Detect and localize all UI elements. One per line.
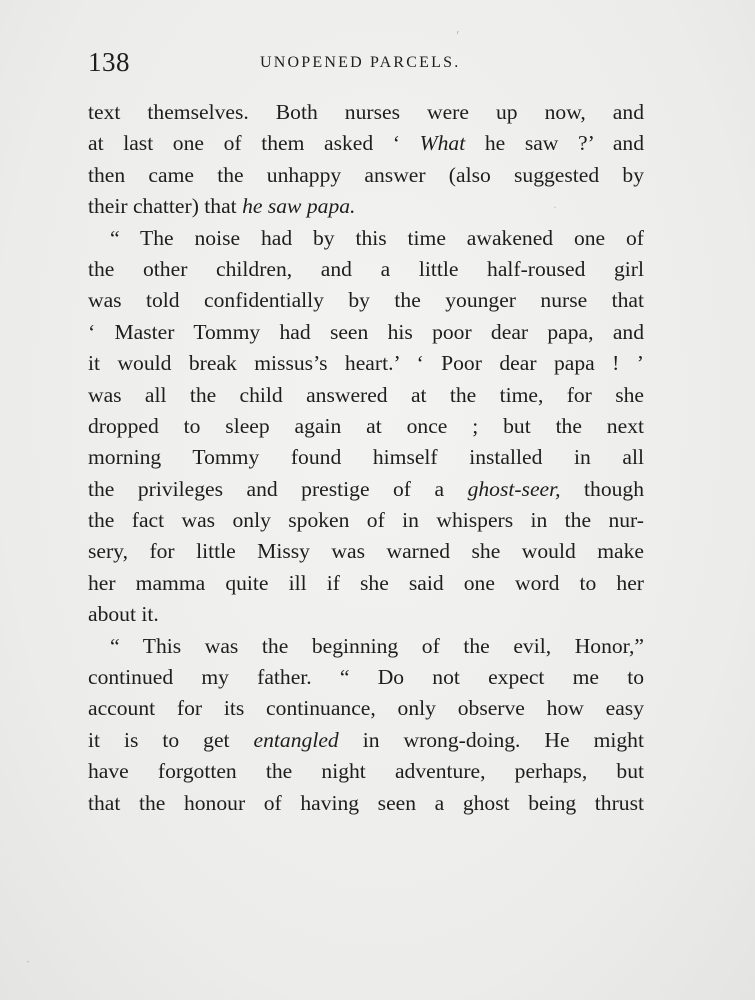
text-run: at last one of them asked ‘ [88,131,420,156]
text-line [88,756,644,787]
text-run: then came the unhappy answer (also suggested by [88,162,644,187]
text-line [88,160,644,191]
text-line [88,693,644,724]
text-line [88,442,644,473]
text-line [88,568,644,599]
text-line [88,317,644,348]
text-run: though [560,476,645,501]
text-run: it would break missus’s heart.’ ‘ Poor dear papa ! ’ [88,351,644,376]
text-run: the privileges and prestige of a [88,476,468,501]
text-line [88,254,644,285]
text-run: he saw ?’ and [465,131,644,156]
text-run: was told confidentially by the younger nurse that [88,288,644,313]
text-line [88,348,644,379]
text-line [88,788,644,819]
text-run: it is to get [88,727,254,752]
paper-speck: · [26,955,30,969]
text-run: text themselves. Both nurses were up now, and [88,100,644,124]
text-run: ‘ Master Tommy had seen his poor dear papa, and [88,319,644,344]
text-line [88,536,644,567]
text-line [88,599,644,630]
text-run: their chatter) that [88,194,243,219]
text-line [88,474,644,505]
text-run: the other children, and a little half-roused girl [88,256,644,281]
running-title: UNOPENED PARCELS. [260,54,461,71]
paper-speck: ʹ [456,30,460,44]
text-line [88,505,644,536]
text-line [88,411,644,442]
text-line [88,631,644,662]
text-line [88,380,644,411]
italic-text: he saw papa. [242,194,356,219]
text-run: was all the child answered at the time, for she [88,382,644,407]
text-run: account for its continuance, only observe how easy [88,696,644,721]
text-line [88,223,644,254]
text-run: her mamma quite ill if she said one word to her [88,570,644,595]
text-run: in wrong-doing. He might [338,727,644,752]
italic-text: ghost-seer, [467,476,561,501]
body-text [88,97,644,819]
text-line [88,97,644,128]
text-run: morning Tommy found himself installed in all [88,445,644,470]
text-run: continued my father. “ Do not expect me to [88,665,644,690]
text-run: “ This was the beginning of the evil, Honor,” [110,633,644,658]
text-run: the fact was only spoken of in whispers in the nur- [88,508,644,533]
page-number: 138 [88,47,130,77]
text-run: that the honour of having seen a ghost being thrust [88,790,644,815]
text-line [88,191,644,222]
text-run: have forgotten the night adventure, perhaps, but [88,759,644,784]
text-line [88,285,644,316]
italic-text: entangled [253,727,339,752]
text-run: sery, for little Missy was warned she would make [88,539,644,564]
paper-speck: ˙ [552,205,558,219]
text-line [88,662,644,693]
text-run: dropped to sleep again at once ; but the next [88,413,644,438]
text-line [88,128,644,159]
italic-text: What [419,131,466,156]
text-run: “ The noise had by this time awakened one of [110,225,644,250]
text-run: about it. [88,602,159,627]
page-header [88,44,644,80]
text-line [88,725,644,756]
